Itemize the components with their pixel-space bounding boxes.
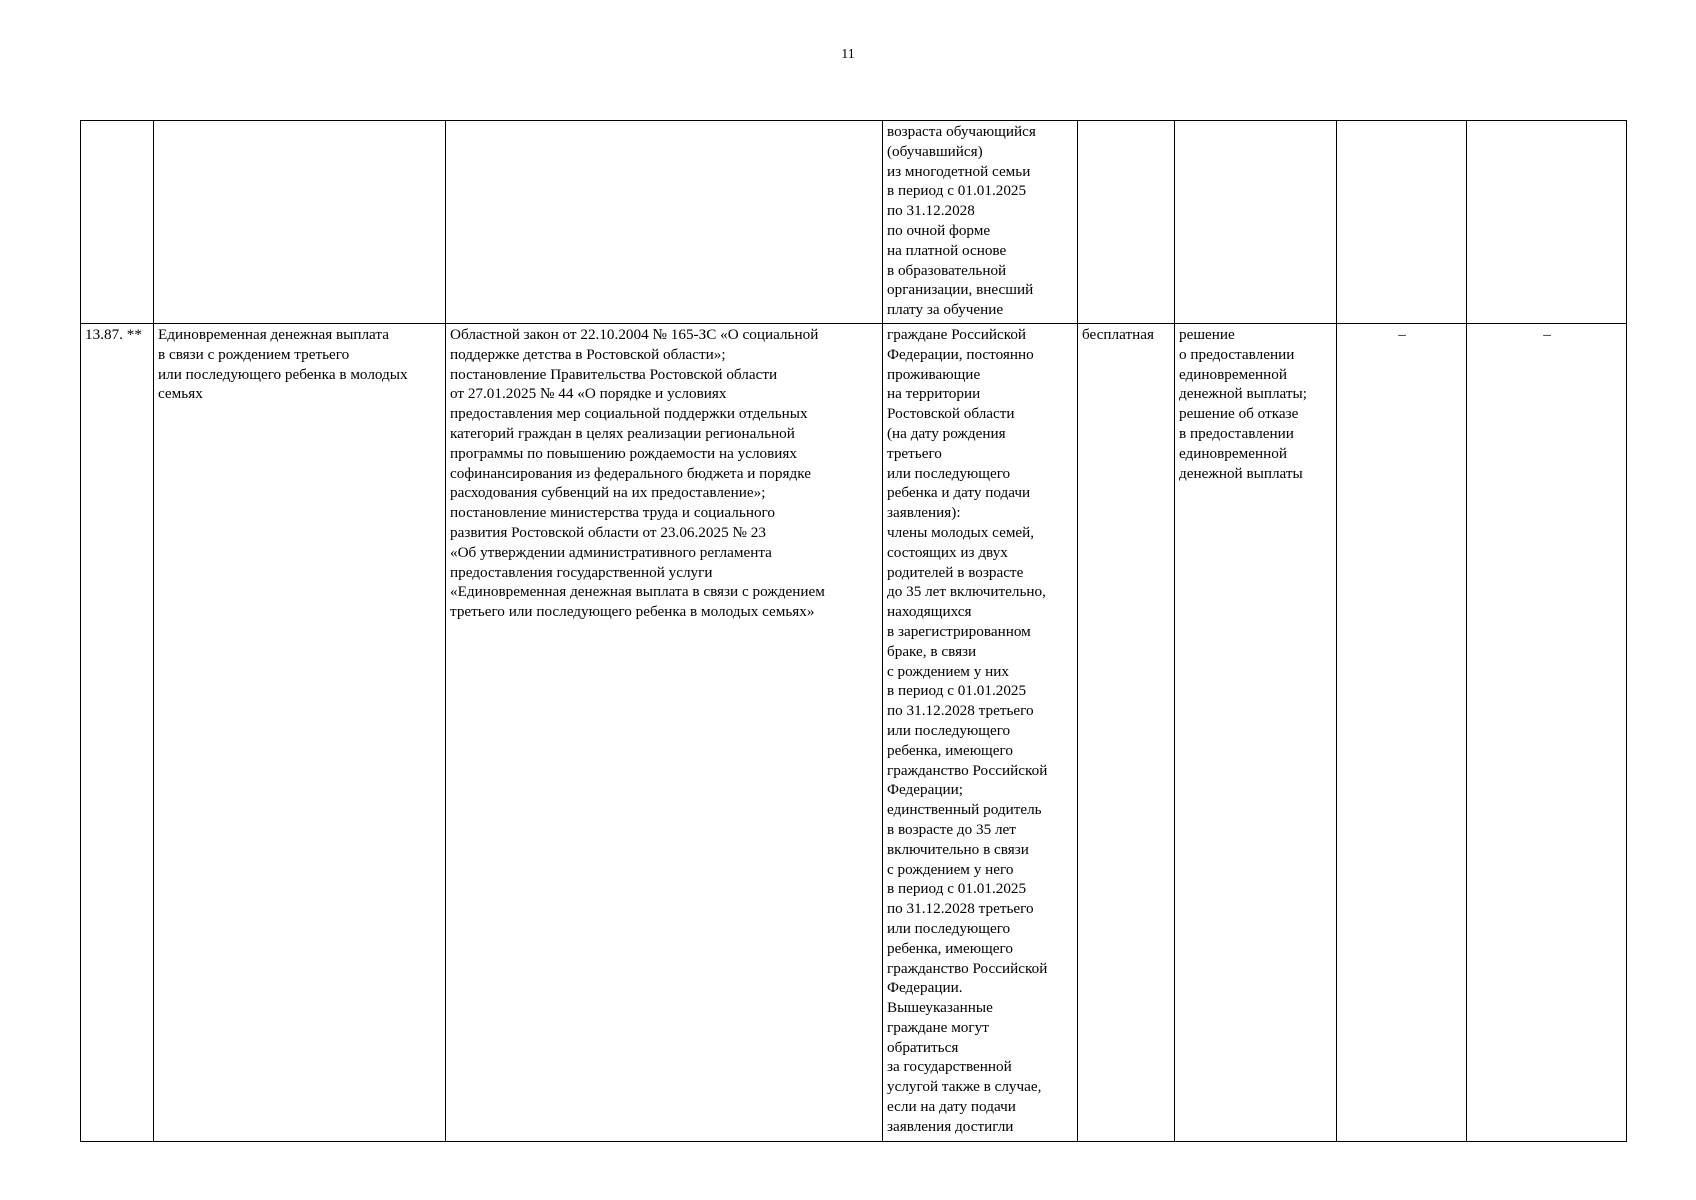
page-number: 11: [841, 47, 855, 62]
recipients-cell: [883, 121, 1078, 324]
recipients: граждане Российской Федерации, постоянно проживающие на территории Ростовской области (на дату рождения третьего или последующего ребенка и дату подачи заявления): члены молодых семей, состоящих из двух родителей в возрасте до 35 лет включительно, находящихся в зарегистрированном браке, в связи с рождением у них в период с 01.01.2025 по 31.12.2028 третьего или последующего ребенка, имеющего гражданство Российской Федерации; единственный родитель в возрасте до 35 лет включительно в связи с рождением у него в период с 01.01.2025 по 31.12.2028 третьего или последующего ребенка, имеющего гражданство Российской Федерации. Вышеуказанные граждане могут обратиться за государственной услугой также в случае, если на дату подачи заявления достигли: [887, 326, 1048, 1135]
service-name-cell: [154, 121, 446, 324]
cost: бесплатная: [1082, 326, 1154, 343]
services-table: [80, 120, 1627, 1142]
column-7-cell: [1337, 324, 1467, 1142]
service-number-cell: [81, 324, 154, 1142]
column-8-cell: [1467, 324, 1627, 1142]
legal-basis-cell: [446, 121, 883, 324]
result: решение о предоставлении единовременной денежной выплаты; решение об отказе в предоставлении единовременной денежной выплаты: [1179, 326, 1307, 482]
column-8-cell: [1467, 121, 1627, 324]
result-cell: [1175, 324, 1337, 1142]
legal-basis: Областной закон от 22.10.2004 № 165-ЗС «О социальной поддержке детства в Ростовской области»; постановление Правительства Ростовской области от 27.01.2025 № 44 «О порядке и условиях предоставления мер социальной поддержки отдельных категорий граждан в целях реализации региональной программы по повышению рождаемости на условиях софинансирования из федерального бюджета и порядке расходования субвенций на их предоставление»; постановление министерства труда и социального развития Ростовской области от 23.06.2025 № 23 «Об утверждении административного регламента предоставления государственной услуги «Единовременная денежная выплата в связи с рождением третьего или последующего ребенка в молодых семьях»: [450, 326, 825, 621]
column-8-value: –: [1543, 326, 1551, 343]
service-name: Единовременная денежная выплата в связи с рождением третьего или последующего ребенка в молодых семьях: [158, 326, 408, 403]
cost-cell: [1078, 121, 1175, 324]
column-7-value: –: [1398, 326, 1406, 343]
service-number-cell: [81, 121, 154, 324]
service-number: 13.87. **: [85, 326, 142, 343]
column-7-cell: [1337, 121, 1467, 324]
recipients: возраста обучающийся (обучавшийся) из многодетной семьи в период с 01.01.2025 по 31.12.2028 по очной форме на платной основе в образовательной организации, внесший плату за обучение: [887, 123, 1036, 319]
table-row: [81, 324, 1627, 1142]
table-row: [81, 121, 1627, 324]
legal-basis-cell: [446, 324, 883, 1142]
recipients-cell: [883, 324, 1078, 1142]
result-cell: [1175, 121, 1337, 324]
cost-cell: [1078, 324, 1175, 1142]
service-name-cell: [154, 324, 446, 1142]
